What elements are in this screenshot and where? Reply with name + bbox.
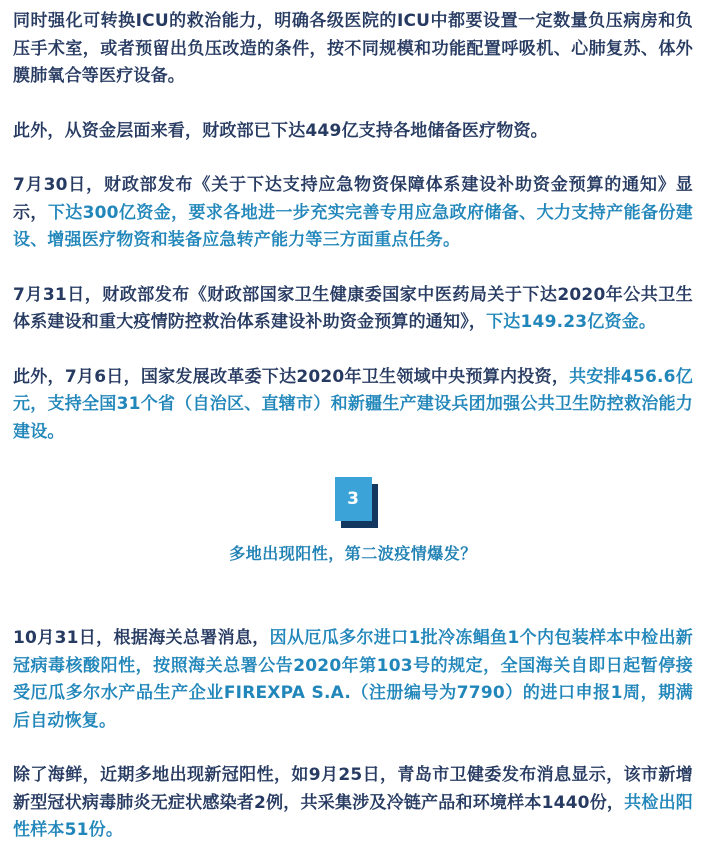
paragraph-text: 此外，7月6日，国家发展改革委下达2020年卫生领域中央预算内投资，: [13, 366, 570, 387]
section-number-badge: [335, 477, 372, 521]
paragraph: [13, 8, 693, 91]
paragraph: [13, 118, 693, 146]
paragraph-text: 10月31日，根据海关总署消息，: [13, 628, 270, 648]
highlighted-text: 因从厄瓜多尔进口1批冷冻鲳鱼1个内包装样本中检出新冠病毒核酸阳性，按照海关总署公告2020年第103号的规定，全国海关自即日起暂停接受厄瓜多尔水产品生产企业FIREXPA S.A.（注册编号为7790）的进口申报1周，期满后自动恢复。: [13, 628, 694, 731]
paragraph-text: 7月30日，财政部发布《关于下达支持应急物资保障体系建设补助资金预算的通知》显示，: [13, 175, 693, 223]
paragraph: [13, 625, 693, 735]
badge-number: 3: [335, 477, 372, 521]
paragraph-text: 此外，从资金层面来看，财政部已下达449亿支持各地储备医疗物资。: [13, 120, 548, 141]
section-divider: [13, 477, 693, 564]
paragraph-text: 7月31日，财政部发布《财政部国家卫生健康委国家中医药局关于下达2020年公共卫生体系建设和重大疫情防控救治体系建设补助资金预算的通知》，: [13, 284, 693, 332]
paragraph: [13, 172, 693, 255]
paragraph-text: 除了海鲜，近期多地出现新冠阳性，如9月25日，青岛市卫健委发布消息显示，该市新增新型冠状病毒肺炎无症状感染者2例，共采集涉及冷链产品和环境样本1440份，: [13, 765, 693, 813]
highlighted-text: 共安排456.6亿元，支持全国31个省（自治区、直辖市）和新疆生产建设兵团加强公共卫生防控救治能力建设。: [13, 366, 693, 442]
paragraph-text: 同时强化可转换ICU的救治能力，明确各级医院的ICU中都要设置一定数量负压病房和负压手术室，或者预留出负压改造的条件，按不同规模和功能配置呼吸机、心肺复苏、体外膜肺氧合等医疗设备。: [13, 11, 693, 86]
paragraph: [13, 762, 693, 845]
highlighted-text: 下达300亿资金，要求各地进一步充实完善专用应急政府储备、大力支持产能备份建设、增强医疗物资和装备应急转产能力等三方面重点任务。: [13, 202, 693, 250]
paragraph: [13, 282, 693, 337]
highlighted-text: 共检出阳性样本51份。: [13, 792, 693, 840]
highlighted-text: 下达149.23亿资金。: [486, 312, 657, 332]
paragraph: [13, 364, 693, 447]
section-title: 多地出现阳性，第二波疫情爆发？: [229, 544, 477, 563]
